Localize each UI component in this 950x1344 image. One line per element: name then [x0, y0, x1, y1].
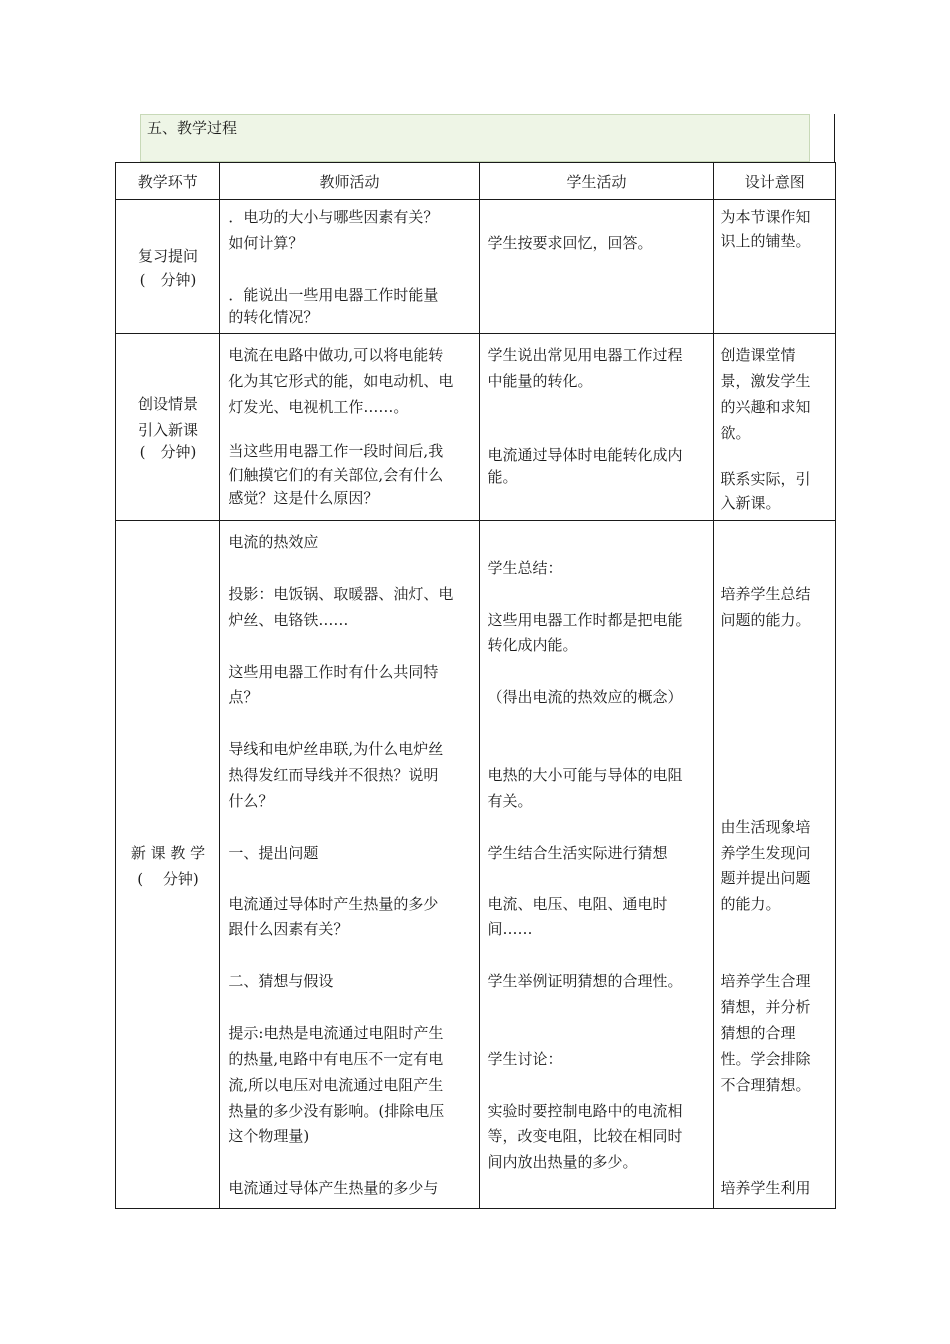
header-student: 学生活动: [479, 163, 714, 200]
teacher-cell: [220, 200, 479, 334]
student-line: （得出电流的热效应的概念）: [487, 688, 683, 706]
teacher-line: 这些用电器工作时有什么共同特: [228, 663, 439, 681]
teacher-line: 电流通过导体时产生热量的多少: [228, 895, 439, 913]
student-line: 实验时要控制电路中的电流相: [487, 1102, 683, 1120]
intent-cell: [714, 521, 836, 1209]
intent-line: 培养学生总结: [720, 585, 811, 603]
student-line: 这些用电器工作时都是把电能: [487, 611, 683, 629]
teacher-line: 点？: [228, 688, 259, 706]
teacher-line: 如何计算？: [228, 234, 304, 252]
teacher-line: 灯发光、电视机工作……。: [228, 398, 409, 416]
teacher-line: 流,所以电压对电流通过电阻产生: [228, 1076, 444, 1094]
student-line: 学生结合生活实际进行猜想: [487, 844, 668, 862]
student-line: 学生说出常见用电器工作过程: [487, 346, 683, 364]
intent-cell: [714, 200, 836, 334]
student-line: 学生举例证明猜想的合理性。: [487, 972, 683, 990]
stage-name: 创设情景: [137, 395, 198, 413]
student-line: 有关。: [487, 792, 533, 810]
teacher-line: 的转化情况？: [228, 308, 319, 326]
table-row: [116, 334, 836, 521]
teacher-line: ．能说出一些用电器工作时能量: [228, 286, 439, 304]
intent-line: 识上的铺垫。: [720, 232, 811, 250]
stage-duration: ( 分钟): [139, 271, 197, 289]
stage-name: 新 课 教 学: [130, 844, 206, 862]
intent-line: 问题的能力。: [720, 611, 811, 629]
student-cell: [479, 334, 714, 521]
teacher-cell: [220, 521, 479, 1209]
header-teacher: 教师活动: [220, 163, 479, 200]
student-line: 电热的大小可能与导体的电阻: [487, 766, 683, 784]
teacher-line: 热量的多少没有影响。(排除电压: [228, 1102, 445, 1120]
teacher-line: 电流的热效应: [228, 533, 319, 551]
intent-line: 不合理猜想。: [720, 1076, 811, 1094]
intent-line: 由生活现象培: [720, 818, 811, 836]
teacher-line: 一、提出问题: [228, 844, 319, 862]
intent-cell: [714, 334, 836, 521]
student-line: 电流、电压、电阻、通电时: [487, 895, 668, 913]
student-line: 等，改变电阻，比较在相同时: [487, 1127, 683, 1145]
teacher-line: 炉丝、电铬铁……: [228, 611, 349, 629]
teacher-line: 电流在电路中做功,可以将电能转: [228, 346, 444, 364]
stage-cell: [116, 521, 220, 1209]
student-line: 学生讨论：: [487, 1050, 563, 1068]
teaching-process-table: [115, 162, 836, 1209]
teacher-line: 提示:电热是电流通过电阻时产生: [228, 1024, 444, 1042]
section-title: 五、教学过程: [147, 119, 238, 137]
intent-line: 养学生发现问: [720, 844, 811, 862]
student-line: 能。: [487, 468, 518, 486]
intent-line: 联系实际，引: [720, 470, 811, 488]
section-header-box: [140, 114, 810, 162]
intent-line: 题并提出问题: [720, 869, 811, 887]
stage-duration: ( 分钟): [139, 443, 197, 461]
student-line: 中能量的转化。: [487, 372, 593, 390]
teacher-line: 二、猜想与假设: [228, 972, 334, 990]
table-row: [116, 521, 836, 1209]
student-line: 间内放出热量的多少。: [487, 1153, 638, 1171]
stage-cell: [116, 200, 220, 334]
right-rule: [834, 114, 835, 162]
stage-name: 引入新课: [137, 421, 198, 439]
intent-line: 猜想的合理: [720, 1024, 796, 1042]
teacher-line: 的热量,电路中有电压不一定有电: [228, 1050, 444, 1068]
student-line: 电流通过导体时电能转化成内: [487, 446, 683, 464]
stage-cell: [116, 334, 220, 521]
teacher-line: 们触摸它们的有关部位,会有什么: [228, 466, 444, 484]
table-row: [116, 200, 836, 334]
teacher-line: 投影：电饭锅、取暖器、油灯、电: [228, 585, 454, 603]
header-stage: 教学环节: [116, 163, 220, 200]
teacher-line: 电流通过导体产生热量的多少与: [228, 1179, 439, 1197]
intent-line: 性。学会排除: [720, 1050, 811, 1068]
student-line: 转化成内能。: [487, 636, 578, 654]
intent-line: 创造课堂情: [720, 346, 796, 364]
intent-line: 的能力。: [720, 895, 781, 913]
intent-line: 的兴趣和求知: [720, 398, 811, 416]
student-line: 学生总结：: [487, 559, 563, 577]
teacher-line: 这个物理量): [228, 1127, 310, 1145]
teacher-line: 当这些用电器工作一段时间后,我: [228, 442, 444, 460]
teacher-cell: [220, 334, 479, 521]
intent-line: 为本节课作知: [720, 208, 811, 226]
header-intent: 设计意图: [714, 163, 836, 200]
teacher-line: 什么？: [228, 792, 274, 810]
intent-line: 猜想，并分析: [720, 998, 811, 1016]
student-cell: [479, 200, 714, 334]
intent-line: 培养学生合理: [720, 972, 811, 990]
intent-line: 培养学生利用: [720, 1179, 811, 1197]
stage-name: 复习提问: [137, 247, 198, 265]
teacher-line: 热得发红而导线并不很热？说明: [228, 766, 439, 784]
stage-duration: ( 分钟): [137, 870, 199, 888]
teacher-line: 感觉？这是什么原因？: [228, 489, 379, 507]
teacher-line: ．电功的大小与哪些因素有关？: [228, 208, 439, 226]
intent-line: 欲。: [720, 424, 751, 442]
intent-line: 景，激发学生: [720, 372, 811, 390]
teacher-line: 导线和电炉丝串联,为什么电炉丝: [228, 740, 444, 758]
student-cell: [479, 521, 714, 1209]
student-line: 学生按要求回忆，回答。: [487, 234, 653, 252]
header-row: [116, 163, 836, 200]
student-line: 间……: [487, 920, 533, 938]
intent-line: 入新课。: [720, 494, 781, 512]
teacher-line: 跟什么因素有关？: [228, 920, 349, 938]
teacher-line: 化为其它形式的能，如电动机、电: [228, 372, 454, 390]
